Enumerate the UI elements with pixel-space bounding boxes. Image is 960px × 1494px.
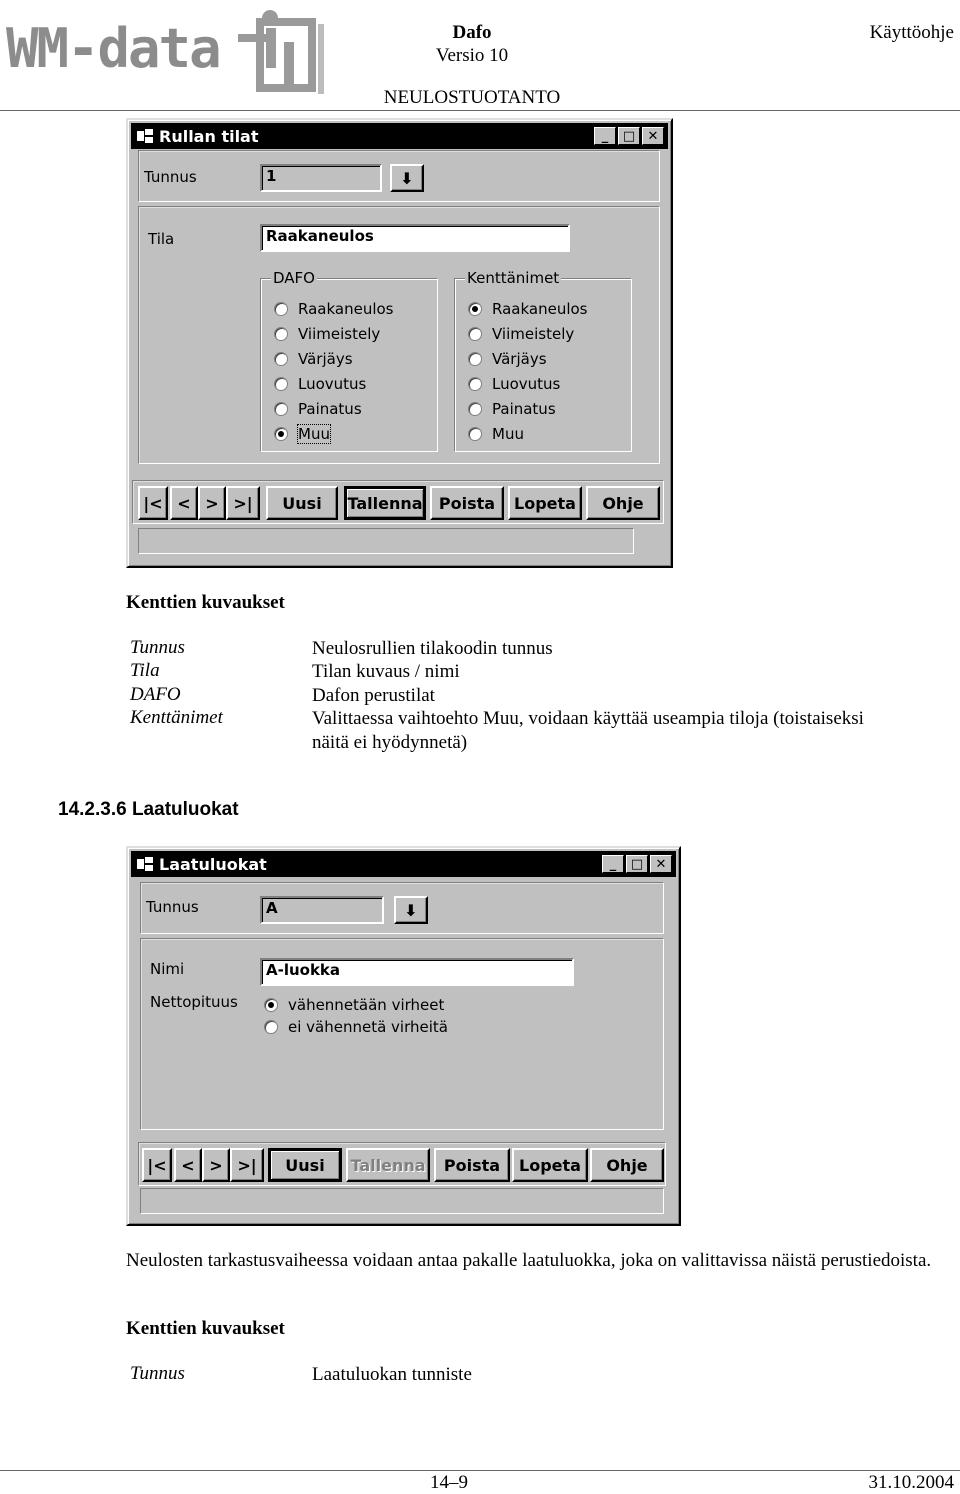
desc1-heading: Kenttien kuvaukset — [126, 592, 285, 613]
section-title: 14.2.3.6 Laatuluokat — [58, 799, 239, 820]
kenttanimet-radio-label: Raakaneulos — [492, 300, 588, 318]
desc1-term-kenttanimet: Kenttänimet — [130, 707, 223, 728]
radio-dot-icon[interactable] — [264, 998, 278, 1012]
kenttanimet-radio[interactable] — [468, 400, 556, 418]
window-rullan-tilat — [126, 118, 673, 568]
ohje-button[interactable]: Ohje — [590, 1148, 664, 1182]
tunnus-label: Tunnus — [144, 168, 197, 186]
close-icon[interactable]: ✕ — [650, 855, 672, 873]
kenttanimet-radio-label: Muu — [492, 425, 524, 443]
window-title: Laatuluokat — [159, 854, 267, 874]
dafo-group-title: DAFO — [273, 269, 315, 287]
radio-dot-icon[interactable] — [468, 377, 482, 391]
window-laatuluokat — [126, 846, 681, 1226]
prev-record-button[interactable]: < — [170, 486, 198, 520]
uusi-button[interactable]: Uusi — [266, 486, 338, 520]
close-icon[interactable]: ✕ — [642, 127, 664, 145]
tunnus-label: Tunnus — [146, 898, 199, 916]
kenttanimet-radio-label: Painatus — [492, 400, 556, 418]
header-rule — [0, 110, 960, 111]
first-record-button[interactable]: |< — [138, 486, 168, 520]
desc1-term-tila: Tila — [130, 660, 160, 681]
desc1-desc-kenttanimet: Valittaessa vaihtoehto Muu, voidaan käyttää useampia tiloja (toistaiseksi — [312, 708, 864, 729]
radio-dot-icon[interactable] — [274, 302, 288, 316]
status-bar — [138, 528, 634, 554]
nimi-input[interactable]: A-luokka — [260, 958, 574, 986]
dafo-radio[interactable] — [274, 350, 353, 368]
minimize-icon[interactable]: _ — [594, 127, 616, 145]
desc1-desc-kenttanimet-2: näitä ei hyödynnetä) — [312, 732, 468, 753]
footer-rule — [0, 1470, 960, 1471]
desc2-desc-tunnus: Laatuluokan tunniste — [312, 1364, 472, 1385]
next-record-button[interactable]: > — [198, 486, 226, 520]
window-title: Rullan tilat — [159, 126, 259, 146]
kenttanimet-radio[interactable] — [468, 300, 588, 318]
kenttanimet-radio[interactable] — [468, 375, 560, 393]
dafo-radio[interactable] — [274, 425, 330, 443]
dropdown-arrow-icon[interactable]: ⬇ — [394, 896, 428, 924]
nettopituus-radio[interactable] — [264, 1018, 448, 1036]
logo — [6, 4, 322, 96]
footer-page-number: 14–9 — [430, 1472, 468, 1493]
window-titlebar — [131, 851, 676, 877]
radio-dot-icon[interactable] — [468, 327, 482, 341]
nettopituus-label: Nettopituus — [150, 993, 238, 1011]
maximize-icon[interactable]: □ — [626, 855, 648, 873]
header-section: NEULOSTUOTANTO — [383, 87, 561, 108]
desc1-desc-tila: Tilan kuvaus / nimi — [312, 661, 460, 682]
last-record-button[interactable]: >| — [226, 486, 260, 520]
dafo-radio-label: Muu — [298, 425, 330, 443]
desc2-heading: Kenttien kuvaukset — [126, 1318, 285, 1339]
nettopituus-radio-label: vähennetään virheet — [288, 996, 445, 1014]
tunnus-input[interactable]: 1 — [260, 164, 382, 192]
tila-input[interactable]: Raakaneulos — [260, 224, 570, 252]
kenttanimet-radio[interactable] — [468, 325, 574, 343]
nettopituus-radio-label: ei vähennetä virheitä — [288, 1018, 448, 1036]
paragraph: Neulosten tarkastusvaiheessa voidaan antaa pakalle laatuluokka, joka on valittavissa näistä perustiedoista. — [126, 1250, 932, 1271]
desc1-term-dafo: DAFO — [130, 684, 181, 705]
desc2-term-tunnus: Tunnus — [130, 1363, 185, 1384]
app-icon — [137, 129, 153, 143]
dafo-radio[interactable] — [274, 300, 394, 318]
dafo-radio-label: Raakaneulos — [298, 300, 394, 318]
dafo-radio[interactable] — [274, 325, 380, 343]
window-titlebar — [131, 123, 668, 149]
tunnus-input[interactable]: A — [260, 896, 384, 924]
tallenna-button: Tallenna — [346, 1148, 430, 1182]
dafo-radio-label: Viimeistely — [298, 325, 381, 343]
header-doc-type: Käyttöohje — [869, 22, 954, 43]
ohje-button[interactable]: Ohje — [586, 486, 660, 520]
radio-dot-icon[interactable] — [274, 427, 288, 441]
last-record-button[interactable]: >| — [230, 1148, 264, 1182]
radio-dot-icon[interactable] — [468, 302, 482, 316]
kenttanimet-radio[interactable] — [468, 425, 524, 443]
radio-dot-icon[interactable] — [468, 402, 482, 416]
kenttanimet-group-title: Kenttänimet — [467, 269, 560, 287]
lopeta-button[interactable]: Lopeta — [512, 1148, 588, 1182]
radio-dot-icon[interactable] — [468, 352, 482, 366]
nettopituus-radio[interactable] — [264, 996, 444, 1014]
dropdown-arrow-icon[interactable]: ⬇ — [390, 164, 424, 192]
dafo-radio[interactable] — [274, 375, 366, 393]
header-title: Dafo — [452, 22, 492, 43]
footer-date: 31.10.2004 — [868, 1472, 954, 1493]
desc1-desc-tunnus: Neulosrullien tilakoodin tunnus — [312, 638, 553, 659]
tallenna-button[interactable]: Tallenna — [344, 486, 426, 520]
dafo-radio[interactable] — [274, 400, 362, 418]
minimize-icon[interactable]: _ — [602, 855, 624, 873]
kenttanimet-radio[interactable] — [468, 350, 547, 368]
kenttanimet-radio-label: Luovutus — [492, 375, 561, 393]
app-icon — [137, 857, 153, 871]
logo-figure-icon — [234, 4, 326, 96]
status-bar — [140, 1188, 664, 1214]
prev-record-button[interactable]: < — [174, 1148, 202, 1182]
dafo-radio-label: Painatus — [298, 400, 362, 418]
poista-button[interactable]: Poista — [430, 486, 504, 520]
tila-label: Tila — [148, 230, 175, 248]
desc1-term-tunnus: Tunnus — [130, 637, 185, 658]
header-version: Versio 10 — [435, 45, 509, 66]
nimi-label: Nimi — [150, 960, 185, 978]
kenttanimet-radio-label: Viimeistely — [492, 325, 575, 343]
first-record-button[interactable]: |< — [142, 1148, 172, 1182]
kenttanimet-radio-label: Värjäys — [492, 350, 547, 368]
radio-dot-icon[interactable] — [264, 1020, 278, 1034]
poista-button[interactable]: Poista — [434, 1148, 510, 1182]
radio-dot-icon[interactable] — [274, 352, 288, 366]
lopeta-button[interactable]: Lopeta — [508, 486, 582, 520]
desc1-desc-dafo: Dafon perustilat — [312, 685, 435, 706]
next-record-button[interactable]: > — [202, 1148, 230, 1182]
dafo-radio-label: Värjäys — [298, 350, 353, 368]
logo-text: WM-data — [6, 17, 220, 80]
radio-dot-icon[interactable] — [274, 402, 288, 416]
maximize-icon[interactable]: □ — [618, 127, 640, 145]
dafo-radio-label: Luovutus — [298, 375, 367, 393]
uusi-button[interactable]: Uusi — [268, 1148, 342, 1182]
radio-dot-icon[interactable] — [274, 377, 288, 391]
radio-dot-icon[interactable] — [274, 327, 288, 341]
radio-dot-icon[interactable] — [468, 427, 482, 441]
